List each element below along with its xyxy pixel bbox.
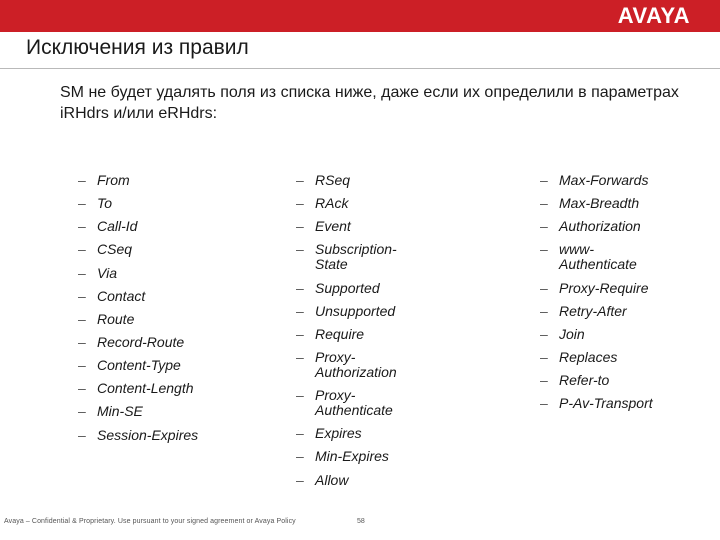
- list-item-label: Allow: [315, 471, 349, 488]
- list-item-label: Unsupported: [315, 302, 396, 319]
- dash-bullet: –: [540, 302, 548, 319]
- list-item: [540, 173, 710, 188]
- avaya-logo: AVAYA: [617, 3, 690, 28]
- dash-bullet: –: [540, 348, 548, 365]
- header-list-column-3: [540, 173, 710, 419]
- list-item-label: Record-Route: [97, 333, 185, 350]
- header-list-column-2: [296, 173, 496, 496]
- dash-bullet: –: [296, 425, 304, 442]
- list-item-label: RSeq: [315, 172, 351, 188]
- list-item-label: Proxy- Authenticate: [315, 387, 393, 419]
- list-item: [78, 196, 273, 211]
- list-item-label: Contact: [97, 287, 146, 304]
- dash-bullet: –: [78, 241, 86, 258]
- list-item: [296, 426, 496, 441]
- dash-bullet: –: [296, 195, 304, 212]
- list-item: [78, 289, 273, 304]
- dash-bullet: –: [296, 172, 304, 188]
- list-item-label: Subscription- State: [315, 241, 397, 273]
- list-item: [78, 381, 273, 396]
- dash-bullet: –: [540, 395, 548, 412]
- list-item: [540, 219, 710, 234]
- list-item: [296, 350, 496, 380]
- list-item-label: Max-Forwards: [559, 172, 649, 188]
- page-number: 58: [357, 518, 365, 525]
- dash-bullet: –: [296, 302, 304, 319]
- list-item: [78, 358, 273, 373]
- dash-bullet: –: [540, 372, 548, 389]
- list-item-label: Min-Expires: [315, 448, 389, 465]
- list-item: [296, 173, 496, 188]
- list-item: [540, 373, 710, 388]
- list-item: [78, 335, 273, 350]
- list-item-label: CSeq: [97, 241, 133, 258]
- dash-bullet: –: [540, 172, 548, 188]
- dash-bullet: –: [540, 325, 548, 342]
- list-item-label: RAck: [315, 195, 349, 212]
- list-item-label: Require: [315, 325, 365, 342]
- dash-bullet: –: [296, 325, 304, 342]
- intro-text: SM не будет удалять поля из списка ниже, даже если их определили в параметрах iRHdrs и/или eRHdrs:: [60, 84, 679, 122]
- list-item-label: Supported: [315, 279, 380, 296]
- dash-bullet: –: [78, 218, 86, 235]
- slide-title: Исключения из правил: [26, 36, 249, 59]
- list-item: [540, 242, 710, 272]
- list-item: [296, 449, 496, 464]
- list-item: [78, 428, 273, 443]
- dash-bullet: –: [78, 310, 86, 327]
- list-item: [540, 327, 710, 342]
- list-item-label: From: [97, 172, 130, 188]
- list-item: [296, 219, 496, 234]
- dash-bullet: –: [540, 195, 548, 212]
- list-item: [540, 281, 710, 296]
- dash-bullet: –: [296, 279, 304, 296]
- list-item: [296, 327, 496, 342]
- list-item: [78, 242, 273, 257]
- dash-bullet: –: [540, 218, 548, 235]
- dash-bullet: –: [78, 426, 86, 443]
- list-item-label: Proxy- Authorization: [315, 348, 397, 380]
- list-item: [296, 196, 496, 211]
- dash-bullet: –: [296, 218, 304, 235]
- list-item-label: Via: [97, 264, 117, 281]
- list-item: [78, 219, 273, 234]
- list-item-label: Route: [97, 310, 135, 327]
- list-item: [296, 281, 496, 296]
- header-list-column-1: [78, 173, 273, 451]
- list-item-label: Retry-After: [559, 302, 627, 319]
- dash-bullet: –: [78, 287, 86, 304]
- list-item-label: Proxy-Require: [559, 279, 649, 296]
- list-item-label: Event: [315, 218, 351, 235]
- list-item-label: Refer-to: [559, 372, 610, 389]
- dash-bullet: –: [296, 241, 304, 258]
- list-item-label: Replaces: [559, 348, 618, 365]
- list-item: [540, 196, 710, 211]
- list-item-label: www- Authenticate: [559, 241, 637, 273]
- list-item: [540, 304, 710, 319]
- list-item: [296, 304, 496, 319]
- dash-bullet: –: [78, 172, 86, 188]
- dash-bullet: –: [296, 387, 304, 404]
- list-item-label: Join: [559, 325, 585, 342]
- dash-bullet: –: [296, 448, 304, 465]
- list-item-label: P-Av-Transport: [559, 395, 653, 412]
- list-item-label: Session-Expires: [97, 426, 199, 443]
- list-item: [78, 404, 273, 419]
- dash-bullet: –: [78, 333, 86, 350]
- title-divider: [0, 68, 720, 69]
- footer-text: Avaya – Confidential & Proprietary. Use pursuant to your signed agreement or Avaya Policy: [4, 518, 296, 525]
- list-item-label: To: [97, 195, 113, 212]
- dash-bullet: –: [540, 279, 548, 296]
- list-item: [296, 473, 496, 488]
- list-item: [540, 396, 710, 411]
- list-item-label: Call-Id: [97, 218, 138, 235]
- list-item: [78, 173, 273, 188]
- list-item: [296, 388, 496, 418]
- dash-bullet: –: [540, 241, 548, 258]
- list-item-label: Max-Breadth: [559, 195, 640, 212]
- list-item-label: Min-SE: [97, 403, 143, 420]
- dash-bullet: –: [78, 264, 86, 281]
- list-item: [78, 312, 273, 327]
- header-bar: [0, 0, 720, 32]
- list-item-label: Content-Length: [97, 380, 194, 397]
- list-item: [78, 266, 273, 281]
- list-item-label: Authorization: [559, 218, 641, 235]
- list-item-label: Expires: [315, 425, 362, 442]
- dash-bullet: –: [78, 195, 86, 212]
- list-item-label: Content-Type: [97, 357, 181, 374]
- dash-bullet: –: [78, 403, 86, 420]
- dash-bullet: –: [296, 471, 304, 488]
- list-item: [540, 350, 710, 365]
- dash-bullet: –: [296, 348, 304, 365]
- list-item: [296, 242, 496, 272]
- dash-bullet: –: [78, 357, 86, 374]
- dash-bullet: –: [78, 380, 86, 397]
